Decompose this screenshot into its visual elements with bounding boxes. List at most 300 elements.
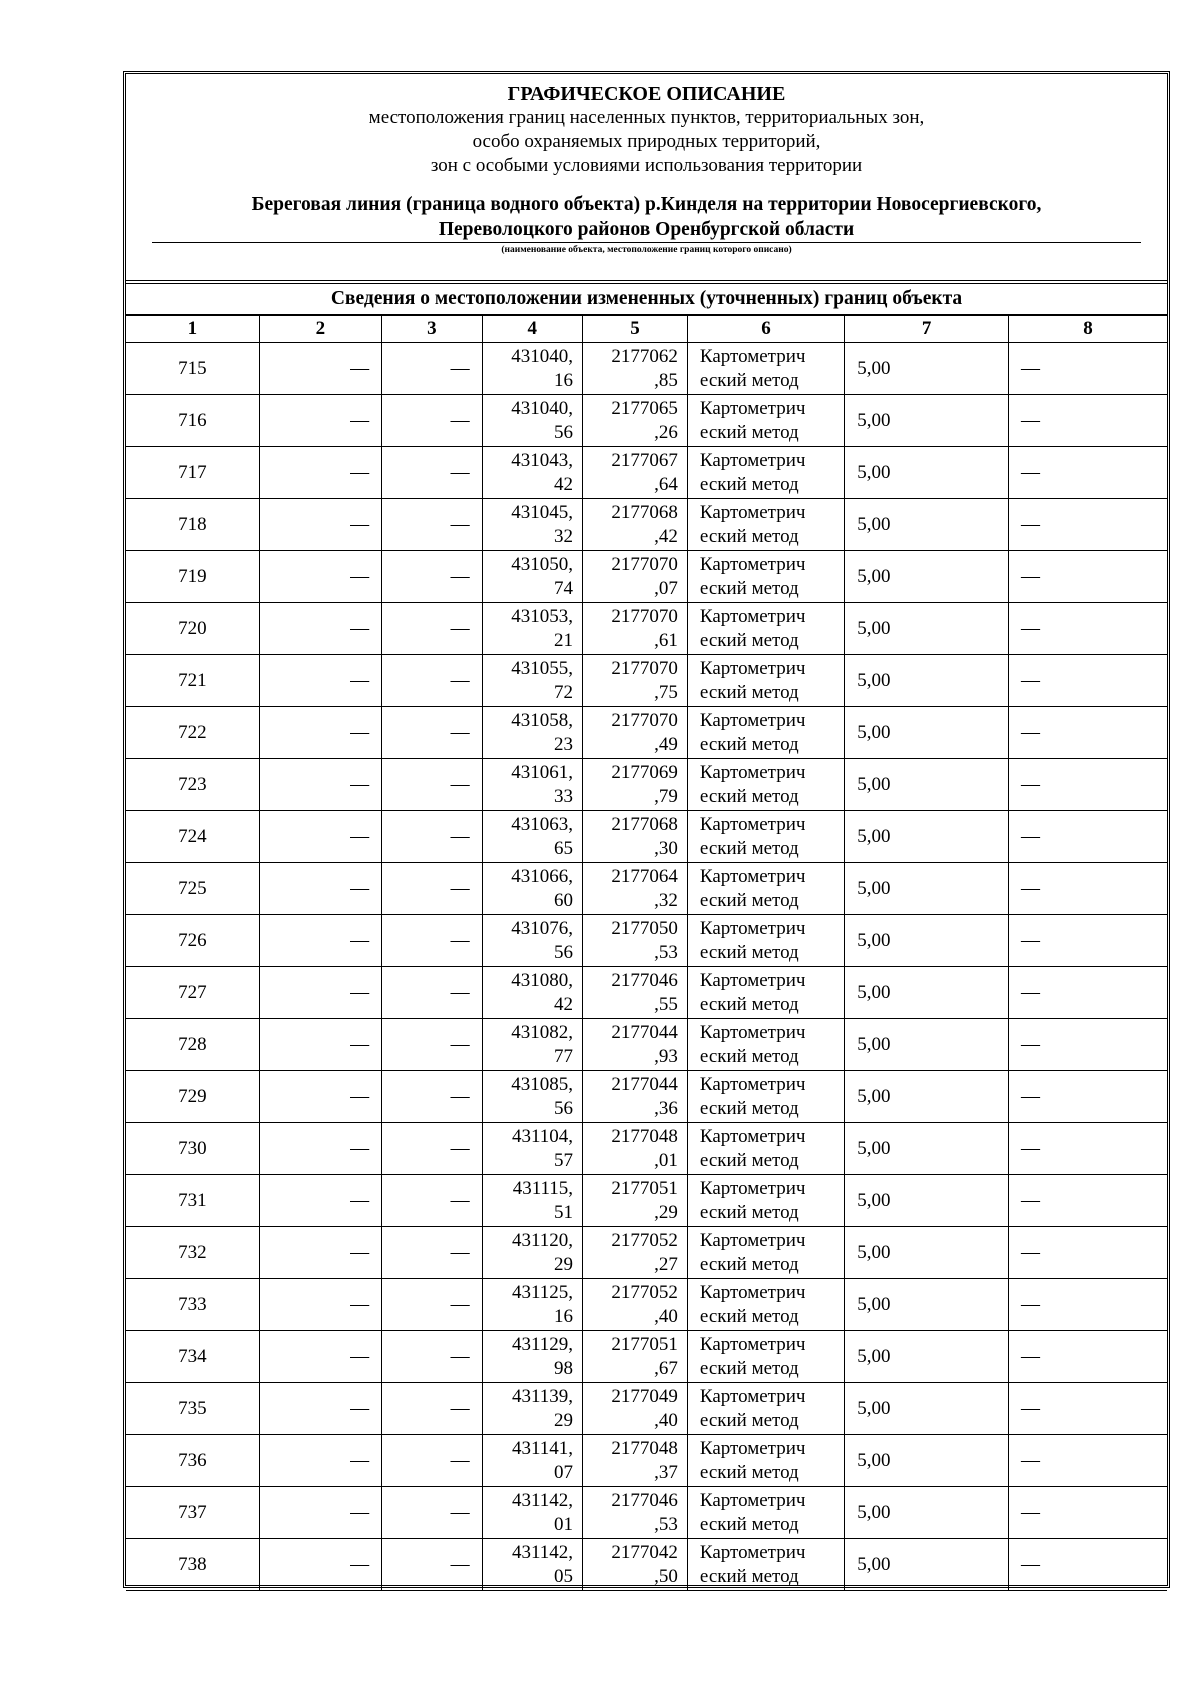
column-8-value: — <box>1009 1071 1167 1123</box>
x-coordinate-line: 431085, <box>511 1073 574 1095</box>
method-line: Картометрич <box>699 501 806 523</box>
x-coordinate-line: 65 <box>554 837 574 859</box>
y-coordinate <box>583 811 688 863</box>
column-2-value: — <box>259 447 381 499</box>
method <box>687 915 844 967</box>
column-2-value: — <box>259 1019 381 1071</box>
y-coordinate-line: ,32 <box>654 889 678 911</box>
x-coordinate-line: 42 <box>554 993 574 1015</box>
column-8-value: — <box>1009 915 1167 967</box>
column-3-value: — <box>382 603 482 655</box>
method-line: Картометрич <box>699 345 806 367</box>
column-2-value: — <box>259 915 381 967</box>
column-header-1: 1 <box>126 316 259 343</box>
y-coordinate <box>583 707 688 759</box>
column-8-value: — <box>1009 447 1167 499</box>
point-number: 731 <box>126 1175 259 1227</box>
column-8-value: — <box>1009 1279 1167 1331</box>
y-coordinate-line: ,61 <box>654 629 678 651</box>
column-3-value: — <box>382 1539 482 1591</box>
column-8-value: — <box>1009 499 1167 551</box>
column-2-value: — <box>259 1487 381 1539</box>
x-coordinate-line: 431142, <box>512 1541 574 1563</box>
table-row <box>126 499 1167 551</box>
column-8-value: — <box>1009 1019 1167 1071</box>
y-coordinate-line: 2177070 <box>611 605 678 627</box>
method <box>687 967 844 1019</box>
accuracy: 5,00 <box>845 655 1009 707</box>
method <box>687 447 844 499</box>
point-number: 733 <box>126 1279 259 1331</box>
x-coordinate-line: 56 <box>554 421 574 443</box>
x-coordinate <box>482 1383 582 1435</box>
x-coordinate <box>482 1539 582 1591</box>
method <box>687 1435 844 1487</box>
accuracy: 5,00 <box>845 395 1009 447</box>
x-coordinate <box>482 811 582 863</box>
x-coordinate-line: 29 <box>554 1253 574 1275</box>
x-coordinate-line: 16 <box>554 1305 574 1327</box>
column-8-value: — <box>1009 1487 1167 1539</box>
object-name-line: Переволоцкого районов Оренбургской области <box>438 219 855 240</box>
column-2-value: — <box>259 863 381 915</box>
column-8-value: — <box>1009 1123 1167 1175</box>
method-line: Картометрич <box>699 1281 806 1303</box>
method <box>687 1383 844 1435</box>
x-coordinate-line: 05 <box>554 1565 574 1587</box>
x-coordinate <box>482 1019 582 1071</box>
x-coordinate <box>482 863 582 915</box>
x-coordinate-line: 72 <box>554 681 574 703</box>
document-subtitle-line: зон с особыми условиями использования территории <box>430 155 863 176</box>
column-3-value: — <box>382 811 482 863</box>
method-line: Картометрич <box>699 553 806 575</box>
y-coordinate-line: ,49 <box>654 733 678 755</box>
point-number: 719 <box>126 551 259 603</box>
y-coordinate <box>583 343 688 395</box>
y-coordinate-line: 2177042 <box>611 1541 678 1563</box>
method <box>687 811 844 863</box>
point-number: 738 <box>126 1539 259 1591</box>
y-coordinate-line: ,93 <box>654 1045 678 1067</box>
y-coordinate-line: ,07 <box>654 577 678 599</box>
x-coordinate <box>482 1435 582 1487</box>
point-number: 728 <box>126 1019 259 1071</box>
x-coordinate <box>482 447 582 499</box>
table-row <box>126 447 1167 499</box>
column-3-value: — <box>382 707 482 759</box>
x-coordinate <box>482 499 582 551</box>
column-2-value: — <box>259 499 381 551</box>
table-row <box>126 1435 1167 1487</box>
method-line: еский метод <box>699 1253 799 1275</box>
method-line: Картометрич <box>699 1021 806 1043</box>
method-line: Картометрич <box>699 449 806 471</box>
column-3-value: — <box>382 343 482 395</box>
point-number: 737 <box>126 1487 259 1539</box>
table-header-row <box>126 316 1167 343</box>
table-row <box>126 395 1167 447</box>
method-line: еский метод <box>699 785 799 807</box>
x-coordinate-line: 431053, <box>511 605 574 627</box>
column-3-value: — <box>382 1435 482 1487</box>
x-coordinate-line: 56 <box>554 1097 574 1119</box>
column-3-value: — <box>382 1071 482 1123</box>
column-3-value: — <box>382 1279 482 1331</box>
y-coordinate-line: ,53 <box>654 1513 678 1535</box>
y-coordinate-line: ,75 <box>654 681 678 703</box>
x-coordinate <box>482 1279 582 1331</box>
column-2-value: — <box>259 1227 381 1279</box>
method-line: еский метод <box>699 629 799 651</box>
object-name-line: Береговая линия (граница водного объекта) р.Киндeля на территории Новосергиевского, <box>251 194 1042 215</box>
x-coordinate-line: 431082, <box>511 1021 574 1043</box>
x-coordinate-line: 431045, <box>511 501 574 523</box>
y-coordinate-line: 2177051 <box>611 1333 678 1355</box>
column-3-value: — <box>382 915 482 967</box>
y-coordinate-line: ,79 <box>654 785 678 807</box>
x-coordinate-line: 431061, <box>511 761 574 783</box>
x-coordinate-line: 431080, <box>511 969 574 991</box>
method <box>687 1123 844 1175</box>
column-2-value: — <box>259 811 381 863</box>
x-coordinate <box>482 759 582 811</box>
method-line: еский метод <box>699 1097 799 1119</box>
x-coordinate-line: 42 <box>554 473 574 495</box>
document-frame <box>123 71 1170 1588</box>
y-coordinate <box>583 863 688 915</box>
x-coordinate-line: 56 <box>554 941 574 963</box>
column-2-value: — <box>259 655 381 707</box>
table-row <box>126 915 1167 967</box>
x-coordinate <box>482 1331 582 1383</box>
method-line: Картометрич <box>699 1541 806 1563</box>
accuracy: 5,00 <box>845 707 1009 759</box>
object-name <box>126 192 1167 242</box>
column-8-value: — <box>1009 1539 1167 1591</box>
column-8-value: — <box>1009 1227 1167 1279</box>
y-coordinate-line: 2177052 <box>611 1281 678 1303</box>
method-line: еский метод <box>699 1357 799 1379</box>
y-coordinate <box>583 447 688 499</box>
y-coordinate <box>583 1435 688 1487</box>
y-coordinate-line: 2177046 <box>611 969 678 991</box>
method-line: еский метод <box>699 941 799 963</box>
table-row <box>126 1331 1167 1383</box>
y-coordinate-line: 2177062 <box>611 345 678 367</box>
table-row <box>126 759 1167 811</box>
y-coordinate-line: 2177051 <box>611 1177 678 1199</box>
accuracy: 5,00 <box>845 603 1009 655</box>
y-coordinate <box>583 551 688 603</box>
column-header-6: 6 <box>687 316 844 343</box>
y-coordinate <box>583 603 688 655</box>
x-coordinate-line: 74 <box>554 577 574 599</box>
x-coordinate <box>482 1175 582 1227</box>
y-coordinate <box>583 499 688 551</box>
column-2-value: — <box>259 343 381 395</box>
y-coordinate-line: ,36 <box>654 1097 678 1119</box>
method <box>687 863 844 915</box>
x-coordinate <box>482 395 582 447</box>
table-row <box>126 863 1167 915</box>
y-coordinate-line: ,55 <box>654 993 678 1015</box>
document-header <box>126 74 1167 281</box>
method-line: еский метод <box>699 1045 799 1067</box>
x-coordinate-line: 98 <box>554 1357 574 1379</box>
column-3-value: — <box>382 1331 482 1383</box>
accuracy: 5,00 <box>845 343 1009 395</box>
column-3-value: — <box>382 1383 482 1435</box>
y-coordinate <box>583 655 688 707</box>
method-line: Картометрич <box>699 657 806 679</box>
x-coordinate-line: 431129, <box>512 1333 574 1355</box>
method-line: Картометрич <box>699 917 806 939</box>
table-row <box>126 1123 1167 1175</box>
x-coordinate-line: 32 <box>554 525 574 547</box>
x-coordinate-line: 431104, <box>512 1125 574 1147</box>
y-coordinate-line: 2177068 <box>611 813 678 835</box>
table-row <box>126 1019 1167 1071</box>
table-row <box>126 1487 1167 1539</box>
column-2-value: — <box>259 1279 381 1331</box>
method-line: еский метод <box>699 1565 799 1587</box>
y-coordinate-line: 2177050 <box>611 917 678 939</box>
table-row <box>126 707 1167 759</box>
method <box>687 759 844 811</box>
column-2-value: — <box>259 967 381 1019</box>
x-coordinate-line: 431141, <box>512 1437 574 1459</box>
column-2-value: — <box>259 1071 381 1123</box>
y-coordinate-line: ,67 <box>654 1357 678 1379</box>
table-row <box>126 603 1167 655</box>
method-line: Картометрич <box>699 865 806 887</box>
column-header-7: 7 <box>845 316 1009 343</box>
x-coordinate-line: 431040, <box>511 397 574 419</box>
y-coordinate <box>583 1331 688 1383</box>
method-line: еский метод <box>699 681 799 703</box>
column-8-value: — <box>1009 967 1167 1019</box>
point-number: 722 <box>126 707 259 759</box>
point-number: 718 <box>126 499 259 551</box>
y-coordinate-line: 2177052 <box>611 1229 678 1251</box>
column-2-value: — <box>259 1383 381 1435</box>
y-coordinate-line: ,50 <box>654 1565 678 1587</box>
y-coordinate-line: 2177069 <box>611 761 678 783</box>
y-coordinate-line: ,40 <box>654 1409 678 1431</box>
point-number: 725 <box>126 863 259 915</box>
x-coordinate-line: 29 <box>554 1409 574 1431</box>
y-coordinate-line: ,27 <box>654 1253 678 1275</box>
method-line: Картометрич <box>699 1385 806 1407</box>
y-coordinate <box>583 967 688 1019</box>
y-coordinate-line: ,37 <box>654 1461 678 1483</box>
column-8-value: — <box>1009 395 1167 447</box>
y-coordinate-line: 2177046 <box>611 1489 678 1511</box>
y-coordinate <box>583 1071 688 1123</box>
accuracy: 5,00 <box>845 447 1009 499</box>
method-line: Картометрич <box>699 1489 806 1511</box>
column-8-value: — <box>1009 1331 1167 1383</box>
column-8-value: — <box>1009 1383 1167 1435</box>
point-number: 715 <box>126 343 259 395</box>
point-number: 720 <box>126 603 259 655</box>
column-2-value: — <box>259 551 381 603</box>
method <box>687 603 844 655</box>
y-coordinate <box>583 395 688 447</box>
point-number: 734 <box>126 1331 259 1383</box>
point-number: 727 <box>126 967 259 1019</box>
column-8-value: — <box>1009 707 1167 759</box>
column-2-value: — <box>259 1539 381 1591</box>
column-header-2: 2 <box>259 316 381 343</box>
table-row <box>126 655 1167 707</box>
x-coordinate-line: 431139, <box>512 1385 574 1407</box>
point-number: 717 <box>126 447 259 499</box>
accuracy: 5,00 <box>845 915 1009 967</box>
column-8-value: — <box>1009 759 1167 811</box>
coordinates-table <box>126 316 1167 1591</box>
y-coordinate-line: 2177070 <box>611 657 678 679</box>
method-line: еский метод <box>699 993 799 1015</box>
column-2-value: — <box>259 603 381 655</box>
y-coordinate <box>583 1279 688 1331</box>
x-coordinate-line: 431055, <box>511 657 574 679</box>
accuracy: 5,00 <box>845 1123 1009 1175</box>
method-line: еский метод <box>699 1461 799 1483</box>
method <box>687 499 844 551</box>
y-coordinate-line: 2177070 <box>611 553 678 575</box>
column-2-value: — <box>259 1331 381 1383</box>
y-coordinate <box>583 1383 688 1435</box>
column-3-value: — <box>382 447 482 499</box>
point-number: 729 <box>126 1071 259 1123</box>
x-coordinate-line: 431058, <box>511 709 574 731</box>
column-3-value: — <box>382 1123 482 1175</box>
table-row <box>126 1279 1167 1331</box>
x-coordinate-line: 57 <box>554 1149 574 1171</box>
table-row <box>126 1383 1167 1435</box>
method <box>687 707 844 759</box>
table-row <box>126 811 1167 863</box>
method-line: еский метод <box>699 837 799 859</box>
method-line: Картометрич <box>699 605 806 627</box>
y-coordinate <box>583 1539 688 1591</box>
column-8-value: — <box>1009 343 1167 395</box>
table-row <box>126 967 1167 1019</box>
method-line: еский метод <box>699 1201 799 1223</box>
method-line: еский метод <box>699 473 799 495</box>
y-coordinate-line: ,85 <box>654 369 678 391</box>
accuracy: 5,00 <box>845 1331 1009 1383</box>
y-coordinate <box>583 1487 688 1539</box>
column-header-5: 5 <box>583 316 688 343</box>
x-coordinate-line: 60 <box>554 889 574 911</box>
method <box>687 655 844 707</box>
y-coordinate-line: ,29 <box>654 1201 678 1223</box>
column-2-value: — <box>259 1123 381 1175</box>
point-number: 735 <box>126 1383 259 1435</box>
section-title: Сведения о местоположении измененных (уточненных) границ объекта <box>126 283 1167 316</box>
accuracy: 5,00 <box>845 1175 1009 1227</box>
x-coordinate-line: 431125, <box>512 1281 574 1303</box>
method <box>687 1487 844 1539</box>
column-3-value: — <box>382 759 482 811</box>
table-row <box>126 1175 1167 1227</box>
x-coordinate <box>482 967 582 1019</box>
table-body <box>126 343 1167 1591</box>
point-number: 716 <box>126 395 259 447</box>
y-coordinate-line: ,42 <box>654 525 678 547</box>
x-coordinate <box>482 343 582 395</box>
document-subtitle-line: особо охраняемых природных территорий, <box>472 131 821 152</box>
point-number: 721 <box>126 655 259 707</box>
accuracy: 5,00 <box>845 1227 1009 1279</box>
column-3-value: — <box>382 1227 482 1279</box>
point-number: 723 <box>126 759 259 811</box>
column-8-value: — <box>1009 1435 1167 1487</box>
y-coordinate-line: 2177065 <box>611 397 678 419</box>
y-coordinate-line: 2177068 <box>611 501 678 523</box>
y-coordinate <box>583 1123 688 1175</box>
document-subtitle-line: местоположения границ населенных пунктов, территориальных зон, <box>368 107 925 128</box>
x-coordinate-line: 01 <box>554 1513 574 1535</box>
method-line: еский метод <box>699 577 799 599</box>
x-coordinate-line: 431040, <box>511 345 574 367</box>
method-line: Картометрич <box>699 761 806 783</box>
method-line: Картометрич <box>699 1177 806 1199</box>
x-coordinate <box>482 603 582 655</box>
column-2-value: — <box>259 395 381 447</box>
y-coordinate <box>583 759 688 811</box>
method-line: еский метод <box>699 1513 799 1535</box>
accuracy: 5,00 <box>845 759 1009 811</box>
method-line: Картометрич <box>699 397 806 419</box>
method-line: еский метод <box>699 889 799 911</box>
y-coordinate-line: ,64 <box>654 473 678 495</box>
document-title: ГРАФИЧЕСКОЕ ОПИСАНИЕ <box>507 83 786 105</box>
x-coordinate <box>482 1487 582 1539</box>
x-coordinate-line: 23 <box>554 733 574 755</box>
x-coordinate-line: 77 <box>554 1045 574 1067</box>
x-coordinate-line: 431050, <box>511 553 574 575</box>
method-line: еский метод <box>699 733 799 755</box>
method-line: Картометрич <box>699 969 806 991</box>
x-coordinate <box>482 1123 582 1175</box>
point-number: 736 <box>126 1435 259 1487</box>
table-row <box>126 551 1167 603</box>
y-coordinate-line: 2177048 <box>611 1437 678 1459</box>
accuracy: 5,00 <box>845 499 1009 551</box>
y-coordinate-line: 2177044 <box>611 1021 678 1043</box>
x-coordinate <box>482 655 582 707</box>
method <box>687 1175 844 1227</box>
method-line: Картометрич <box>699 1073 806 1095</box>
column-3-value: — <box>382 967 482 1019</box>
column-3-value: — <box>382 499 482 551</box>
accuracy: 5,00 <box>845 1435 1009 1487</box>
y-coordinate-line: ,40 <box>654 1305 678 1327</box>
y-coordinate <box>583 1019 688 1071</box>
x-coordinate <box>482 1227 582 1279</box>
point-number: 732 <box>126 1227 259 1279</box>
column-3-value: — <box>382 863 482 915</box>
column-8-value: — <box>1009 551 1167 603</box>
method-line: еский метод <box>699 1409 799 1431</box>
x-coordinate-line: 33 <box>554 785 574 807</box>
column-3-value: — <box>382 1019 482 1071</box>
x-coordinate-line: 431063, <box>511 813 574 835</box>
